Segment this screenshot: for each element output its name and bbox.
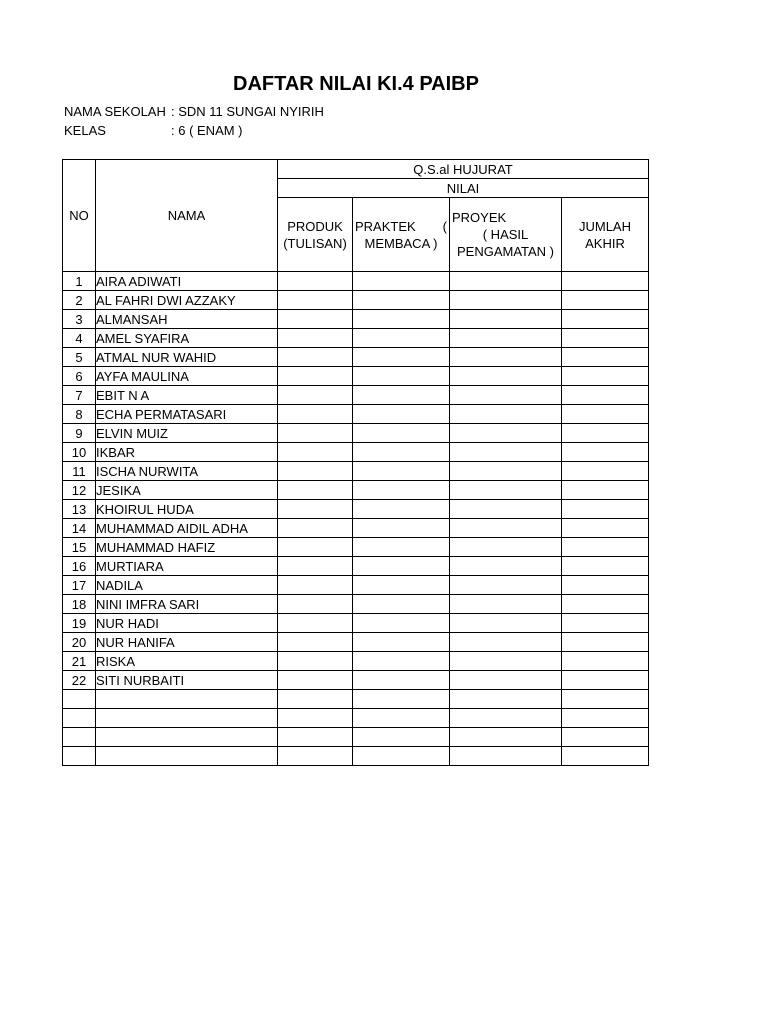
score-jumlah-cell <box>562 405 649 424</box>
row-number: 2 <box>63 291 96 310</box>
row-number: 11 <box>63 462 96 481</box>
student-name <box>96 728 278 747</box>
header-produk <box>278 198 353 272</box>
student-name <box>96 690 278 709</box>
table-row <box>63 405 649 424</box>
score-proyek-cell <box>450 519 562 538</box>
score-produk-cell <box>278 709 353 728</box>
score-proyek-cell <box>450 443 562 462</box>
score-praktek-cell <box>353 671 450 690</box>
score-praktek-cell <box>353 614 450 633</box>
score-jumlah-cell <box>562 367 649 386</box>
student-name: IKBAR <box>96 443 278 462</box>
table-row <box>63 538 649 557</box>
score-produk-cell <box>278 633 353 652</box>
row-number: 8 <box>63 405 96 424</box>
score-jumlah-cell <box>562 709 649 728</box>
grades-table <box>62 159 649 766</box>
header-produk-line1: PRODUK <box>287 218 343 234</box>
student-name <box>96 709 278 728</box>
student-name: RISKA <box>96 652 278 671</box>
score-jumlah-cell <box>562 386 649 405</box>
score-praktek-cell <box>353 595 450 614</box>
row-number: 17 <box>63 576 96 595</box>
score-jumlah-cell <box>562 557 649 576</box>
table-row <box>63 690 649 709</box>
score-produk-cell <box>278 405 353 424</box>
row-number: 14 <box>63 519 96 538</box>
student-name: JESIKA <box>96 481 278 500</box>
score-praktek-cell <box>353 690 450 709</box>
score-praktek-cell <box>353 576 450 595</box>
score-praktek-cell <box>353 519 450 538</box>
student-name: NUR HADI <box>96 614 278 633</box>
score-jumlah-cell <box>562 538 649 557</box>
score-proyek-cell <box>450 557 562 576</box>
row-number: 20 <box>63 633 96 652</box>
row-number: 22 <box>63 671 96 690</box>
score-proyek-cell <box>450 652 562 671</box>
score-produk-cell <box>278 367 353 386</box>
header-proyek-line1: PROYEK <box>452 210 507 226</box>
score-produk-cell <box>278 747 353 766</box>
school-info <box>64 104 324 120</box>
score-proyek-cell <box>450 291 562 310</box>
table-row <box>63 519 649 538</box>
score-proyek-cell <box>450 747 562 766</box>
score-jumlah-cell <box>562 443 649 462</box>
score-produk-cell <box>278 538 353 557</box>
score-produk-cell <box>278 291 353 310</box>
score-jumlah-cell <box>562 747 649 766</box>
school-label: NAMA SEKOLAH <box>64 104 166 119</box>
score-proyek-cell <box>450 424 562 443</box>
table-row <box>63 652 649 671</box>
score-praktek-cell <box>353 348 450 367</box>
row-number: 5 <box>63 348 96 367</box>
score-jumlah-cell <box>562 424 649 443</box>
student-name: AL FAHRI DWI AZZAKY <box>96 291 278 310</box>
score-produk-cell <box>278 690 353 709</box>
score-proyek-cell <box>450 500 562 519</box>
header-praktek <box>353 198 450 272</box>
score-proyek-cell <box>450 462 562 481</box>
student-name: MUHAMMAD AIDIL ADHA <box>96 519 278 538</box>
score-praktek-cell <box>353 272 450 291</box>
score-proyek-cell <box>450 671 562 690</box>
score-proyek-cell <box>450 709 562 728</box>
class-label: KELAS <box>64 123 106 138</box>
student-name: NUR HANIFA <box>96 633 278 652</box>
table-row <box>63 291 649 310</box>
score-proyek-cell <box>450 576 562 595</box>
table-row <box>63 424 649 443</box>
student-name: ELVIN MUIZ <box>96 424 278 443</box>
score-proyek-cell <box>450 329 562 348</box>
score-proyek-cell <box>450 481 562 500</box>
row-number: 18 <box>63 595 96 614</box>
score-proyek-cell <box>450 690 562 709</box>
score-jumlah-cell <box>562 519 649 538</box>
header-jumlah <box>562 198 649 272</box>
row-number: 6 <box>63 367 96 386</box>
score-proyek-cell <box>450 367 562 386</box>
score-produk-cell <box>278 424 353 443</box>
score-produk-cell <box>278 671 353 690</box>
score-praktek-cell <box>353 329 450 348</box>
student-name: ATMAL NUR WAHID <box>96 348 278 367</box>
row-number: 1 <box>63 272 96 291</box>
score-proyek-cell <box>450 728 562 747</box>
score-produk-cell <box>278 348 353 367</box>
table-row <box>63 595 649 614</box>
student-name: MURTIARA <box>96 557 278 576</box>
score-proyek-cell <box>450 614 562 633</box>
row-number: 3 <box>63 310 96 329</box>
header-jumlah-line1: JUMLAH <box>578 218 631 234</box>
score-praktek-cell <box>353 367 450 386</box>
student-name: SITI NURBAITI <box>96 671 278 690</box>
header-proyek-line2: ( HASIL <box>482 227 529 243</box>
score-jumlah-cell <box>562 481 649 500</box>
score-jumlah-cell <box>562 576 649 595</box>
student-name: AIRA ADIWATI <box>96 272 278 291</box>
table-row <box>63 728 649 747</box>
score-proyek-cell <box>450 595 562 614</box>
score-praktek-cell <box>353 538 450 557</box>
student-name: EBIT N A <box>96 386 278 405</box>
header-proyek <box>450 198 562 272</box>
header-jumlah-line2: AKHIR <box>585 235 625 251</box>
score-produk-cell <box>278 386 353 405</box>
student-name: ALMANSAH <box>96 310 278 329</box>
table-row <box>63 747 649 766</box>
score-proyek-cell <box>450 633 562 652</box>
score-produk-cell <box>278 728 353 747</box>
score-jumlah-cell <box>562 462 649 481</box>
score-praktek-cell <box>353 709 450 728</box>
score-jumlah-cell <box>562 310 649 329</box>
class-value: : 6 ( ENAM ) <box>171 123 243 138</box>
row-number: 19 <box>63 614 96 633</box>
table-row <box>63 272 649 291</box>
score-praktek-cell <box>353 652 450 671</box>
row-number: 4 <box>63 329 96 348</box>
student-name: AYFA MAULINA <box>96 367 278 386</box>
row-number: 15 <box>63 538 96 557</box>
header-produk-line2: (TULISAN) <box>283 235 347 251</box>
header-surah: Q.S.al HUJURAT <box>278 160 649 179</box>
score-jumlah-cell <box>562 291 649 310</box>
student-name: AMEL SYAFIRA <box>96 329 278 348</box>
score-praktek-cell <box>353 291 450 310</box>
student-name <box>96 747 278 766</box>
score-praktek-cell <box>353 386 450 405</box>
score-proyek-cell <box>450 405 562 424</box>
row-number: 21 <box>63 652 96 671</box>
score-proyek-cell <box>450 386 562 405</box>
header-praktek-line2: MEMBACA ) <box>364 235 438 251</box>
student-name: KHOIRUL HUDA <box>96 500 278 519</box>
score-produk-cell <box>278 557 353 576</box>
score-jumlah-cell <box>562 272 649 291</box>
score-praktek-cell <box>353 462 450 481</box>
row-number <box>63 747 96 766</box>
table-row <box>63 386 649 405</box>
score-jumlah-cell <box>562 652 649 671</box>
score-produk-cell <box>278 272 353 291</box>
table-row <box>63 614 649 633</box>
header-praktek-paren: ( <box>442 218 447 234</box>
table-row <box>63 481 649 500</box>
row-number <box>63 690 96 709</box>
header-praktek-word: PRAKTEK <box>355 218 416 234</box>
header-nama: NAMA <box>96 160 278 272</box>
score-produk-cell <box>278 443 353 462</box>
score-praktek-cell <box>353 443 450 462</box>
table-row <box>63 576 649 595</box>
row-number <box>63 728 96 747</box>
score-produk-cell <box>278 614 353 633</box>
student-name: MUHAMMAD HAFIZ <box>96 538 278 557</box>
score-produk-cell <box>278 500 353 519</box>
student-name: ISCHA NURWITA <box>96 462 278 481</box>
score-jumlah-cell <box>562 690 649 709</box>
row-number: 9 <box>63 424 96 443</box>
score-praktek-cell <box>353 481 450 500</box>
table-row <box>63 348 649 367</box>
score-praktek-cell <box>353 405 450 424</box>
row-number: 13 <box>63 500 96 519</box>
table-row <box>63 443 649 462</box>
school-value: : SDN 11 SUNGAI NYIRIH <box>171 104 324 119</box>
score-praktek-cell <box>353 424 450 443</box>
table-row <box>63 462 649 481</box>
score-produk-cell <box>278 519 353 538</box>
student-name: NINI IMFRA SARI <box>96 595 278 614</box>
table-row <box>63 500 649 519</box>
score-jumlah-cell <box>562 633 649 652</box>
score-praktek-cell <box>353 728 450 747</box>
table-row <box>63 671 649 690</box>
table-row <box>63 557 649 576</box>
score-praktek-cell <box>353 747 450 766</box>
table-row <box>63 709 649 728</box>
score-jumlah-cell <box>562 500 649 519</box>
score-proyek-cell <box>450 538 562 557</box>
score-proyek-cell <box>450 348 562 367</box>
header-praktek-line1 <box>353 218 449 235</box>
table-body <box>63 272 649 766</box>
student-name: NADILA <box>96 576 278 595</box>
score-produk-cell <box>278 652 353 671</box>
score-praktek-cell <box>353 500 450 519</box>
score-praktek-cell <box>353 557 450 576</box>
header-no: NO <box>63 160 96 272</box>
score-jumlah-cell <box>562 614 649 633</box>
score-produk-cell <box>278 462 353 481</box>
table-row <box>63 329 649 348</box>
score-produk-cell <box>278 481 353 500</box>
table-row <box>63 367 649 386</box>
score-produk-cell <box>278 329 353 348</box>
score-proyek-cell <box>450 310 562 329</box>
score-produk-cell <box>278 310 353 329</box>
score-proyek-cell <box>450 272 562 291</box>
score-jumlah-cell <box>562 348 649 367</box>
score-jumlah-cell <box>562 671 649 690</box>
row-number: 16 <box>63 557 96 576</box>
row-number <box>63 709 96 728</box>
document-title: DAFTAR NILAI KI.4 PAIBP <box>233 73 479 95</box>
row-number: 12 <box>63 481 96 500</box>
row-number: 10 <box>63 443 96 462</box>
row-number: 7 <box>63 386 96 405</box>
score-praktek-cell <box>353 310 450 329</box>
class-info <box>64 123 243 139</box>
table-row <box>63 633 649 652</box>
score-praktek-cell <box>353 633 450 652</box>
table-row <box>63 310 649 329</box>
header-proyek-line3: PENGAMATAN ) <box>456 244 555 260</box>
score-jumlah-cell <box>562 728 649 747</box>
score-produk-cell <box>278 576 353 595</box>
student-name: ECHA PERMATASARI <box>96 405 278 424</box>
score-produk-cell <box>278 595 353 614</box>
header-nilai: NILAI <box>278 179 649 198</box>
score-jumlah-cell <box>562 329 649 348</box>
score-jumlah-cell <box>562 595 649 614</box>
